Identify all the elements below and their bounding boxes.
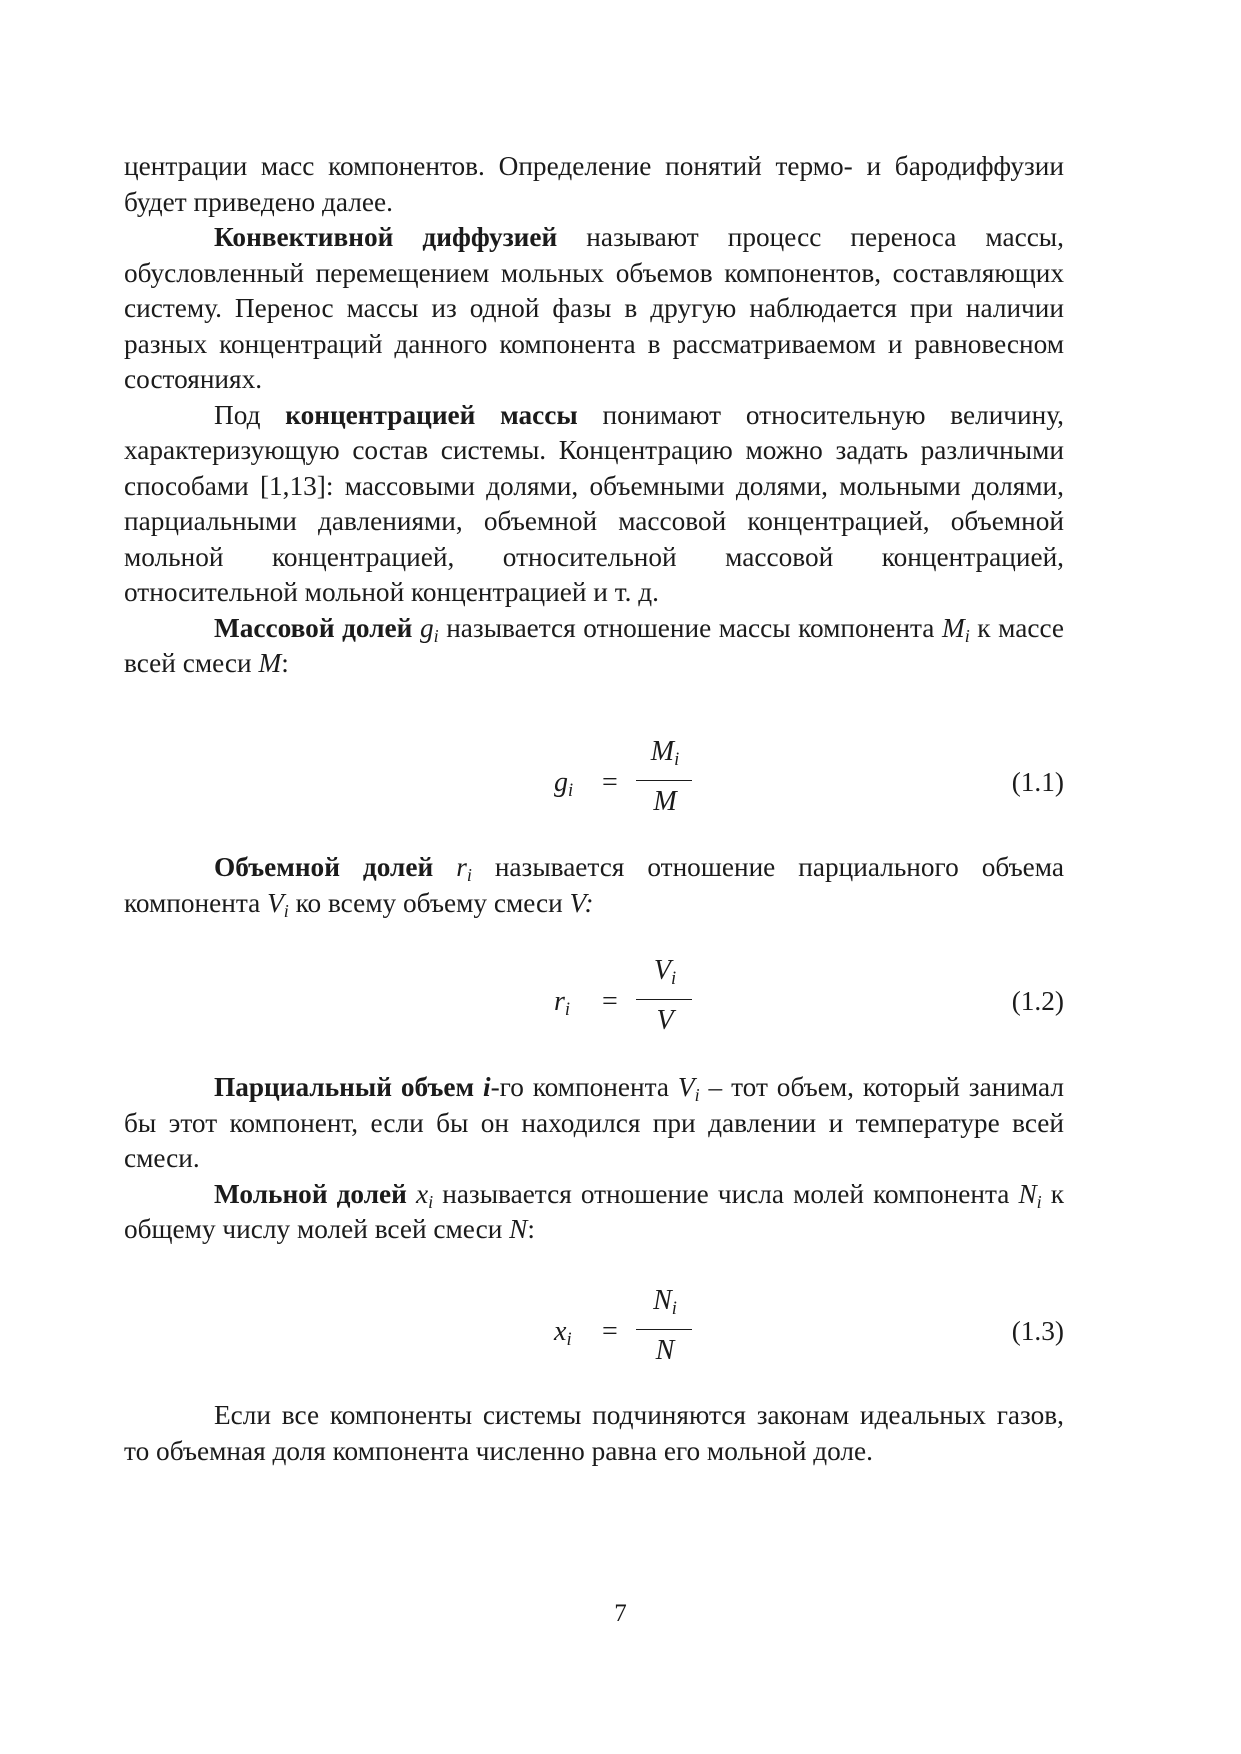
symbol-subscript: i <box>694 1085 700 1106</box>
term-partial-volume: Парциальный объем <box>214 1072 475 1102</box>
symbol: M <box>650 736 675 767</box>
symbol: V <box>677 1072 695 1102</box>
term-mass-concentration: концентрацией массы <box>285 399 578 430</box>
paragraph-mole-fraction <box>124 1177 1064 1248</box>
paragraph-text: : <box>527 1214 535 1244</box>
symbol: i <box>483 1072 491 1102</box>
symbol-subscript: i <box>466 865 472 886</box>
symbol-subscript: i <box>674 749 680 770</box>
text-block-ideal-gases <box>124 1398 1064 1469</box>
numerator <box>630 736 700 768</box>
equation-1-3 <box>124 1285 1064 1385</box>
denominator: V <box>656 1005 674 1036</box>
paragraph-mass-fraction <box>124 611 1064 682</box>
paragraph-text: называется отношение парциального объема компонента <box>124 852 1064 918</box>
paragraph-text: к массе всей смеси <box>124 612 1065 678</box>
paragraph-mass-concentration <box>124 398 1064 611</box>
symbol-subscript: i <box>670 968 677 989</box>
equation-lhs <box>554 767 573 799</box>
symbol: N <box>1018 1178 1037 1209</box>
symbol-subscript: i <box>433 625 439 646</box>
equation-1-2 <box>124 955 1064 1055</box>
symbol-subscript: i <box>283 900 289 921</box>
equals-sign: = <box>602 767 618 798</box>
equation-number: (1.2) <box>1011 986 1064 1016</box>
text-block-volume-fraction <box>124 850 1064 921</box>
paragraph-text: : <box>281 648 289 678</box>
symbol: r <box>554 986 565 1017</box>
denominator: N <box>655 1335 675 1366</box>
symbol: x <box>554 1316 567 1347</box>
fraction <box>630 955 700 1055</box>
paragraph-text: понимают относительную величину, характеризующую состав системы. Концентрацию можно задать различными способами [1,13]: массовыми долями, объемными долями, мольными долями, парциальными давлениями, объемной массовой концентрацией, объемной мольной концентрацией, относительной массовой концентрацией, относительной мольной концентрацией и т. д. <box>124 399 1064 607</box>
paragraph-text: – тот объем, который занимал бы этот компонент, если бы он находился при давлении и температуре всей смеси. <box>124 1072 1064 1173</box>
symbol: M <box>941 612 965 643</box>
fraction-bar <box>636 1329 692 1330</box>
page-number: 7 <box>614 1600 627 1627</box>
symbol: V <box>653 955 671 986</box>
symbol: V: <box>569 887 594 918</box>
symbol-subscript: i <box>1036 1191 1042 1212</box>
symbol-subscript: i <box>671 1298 677 1319</box>
symbol-subscript: i <box>568 780 574 801</box>
numerator <box>630 1285 700 1317</box>
paragraph-volume-fraction <box>124 850 1064 921</box>
paragraph-text: к общему числу молей всей смеси <box>124 1178 1065 1244</box>
paragraph-text: -го компонента <box>490 1072 678 1102</box>
paragraph-text: называется отношение числа молей компонента <box>433 1178 1019 1209</box>
paragraph-continuation <box>124 149 1064 220</box>
symbol: r <box>456 852 467 882</box>
symbol: N <box>509 1214 528 1244</box>
paragraph-text: называется отношение массы компонента <box>438 612 942 643</box>
symbol: g <box>554 767 568 798</box>
fraction <box>630 736 700 836</box>
equation-1-1 <box>124 736 1064 836</box>
text-block-partial-volume <box>124 1070 1064 1248</box>
paragraph-text: Если все компоненты системы подчиняются законам идеальных газов, то объемная доля компонента численно равна его мольной доле. <box>124 1400 1064 1466</box>
paragraph-convective-diffusion <box>124 220 1064 398</box>
equation-number: (1.1) <box>1011 767 1064 797</box>
equation-lhs <box>554 1316 572 1348</box>
equals-sign: = <box>602 1316 618 1347</box>
symbol-subscript: i <box>566 1329 572 1350</box>
paragraph-text: центрации масс компонентов. Определение понятий термо- и бародиффузии будет приведено далее. <box>124 151 1064 217</box>
symbol-subscript: i <box>428 1191 434 1212</box>
term-mass-fraction: Массовой долей <box>214 612 413 643</box>
equation-lhs <box>554 986 570 1018</box>
term-mole-fraction: Мольной долей <box>214 1178 407 1209</box>
paragraph-text: Под <box>214 399 286 430</box>
symbol-subscript: i <box>964 625 970 646</box>
numerator <box>630 955 700 987</box>
symbol: V <box>267 887 284 918</box>
fraction-bar <box>636 780 692 781</box>
symbol: g <box>419 612 434 643</box>
symbol: x <box>415 1178 429 1209</box>
fraction-bar <box>636 999 692 1000</box>
paragraph-ideal-gases <box>124 1398 1064 1469</box>
fraction <box>630 1285 700 1385</box>
paragraph-text: называют процесс переноса массы, обусловленный перемещением мольных объемов компонентов, составляющих систему. Перенос массы из одной фазы в другую наблюдается при наличии разных концентраций данного компонента в рассматриваемом и равновесном состояниях. <box>124 222 1064 394</box>
paragraph-partial-volume <box>124 1070 1064 1177</box>
symbol: N <box>653 1285 672 1316</box>
text-block-intro <box>124 149 1064 682</box>
term-volume-fraction: Объемной долей <box>214 852 434 882</box>
equals-sign: = <box>602 986 618 1017</box>
paragraph-text: ко всему объему смеси <box>288 887 570 918</box>
denominator: M <box>653 786 677 817</box>
term-convective-diffusion: Конвективной диффузией <box>214 222 558 252</box>
symbol: M <box>258 648 282 678</box>
symbol-subscript: i <box>564 999 571 1020</box>
equation-number: (1.3) <box>1011 1316 1064 1346</box>
